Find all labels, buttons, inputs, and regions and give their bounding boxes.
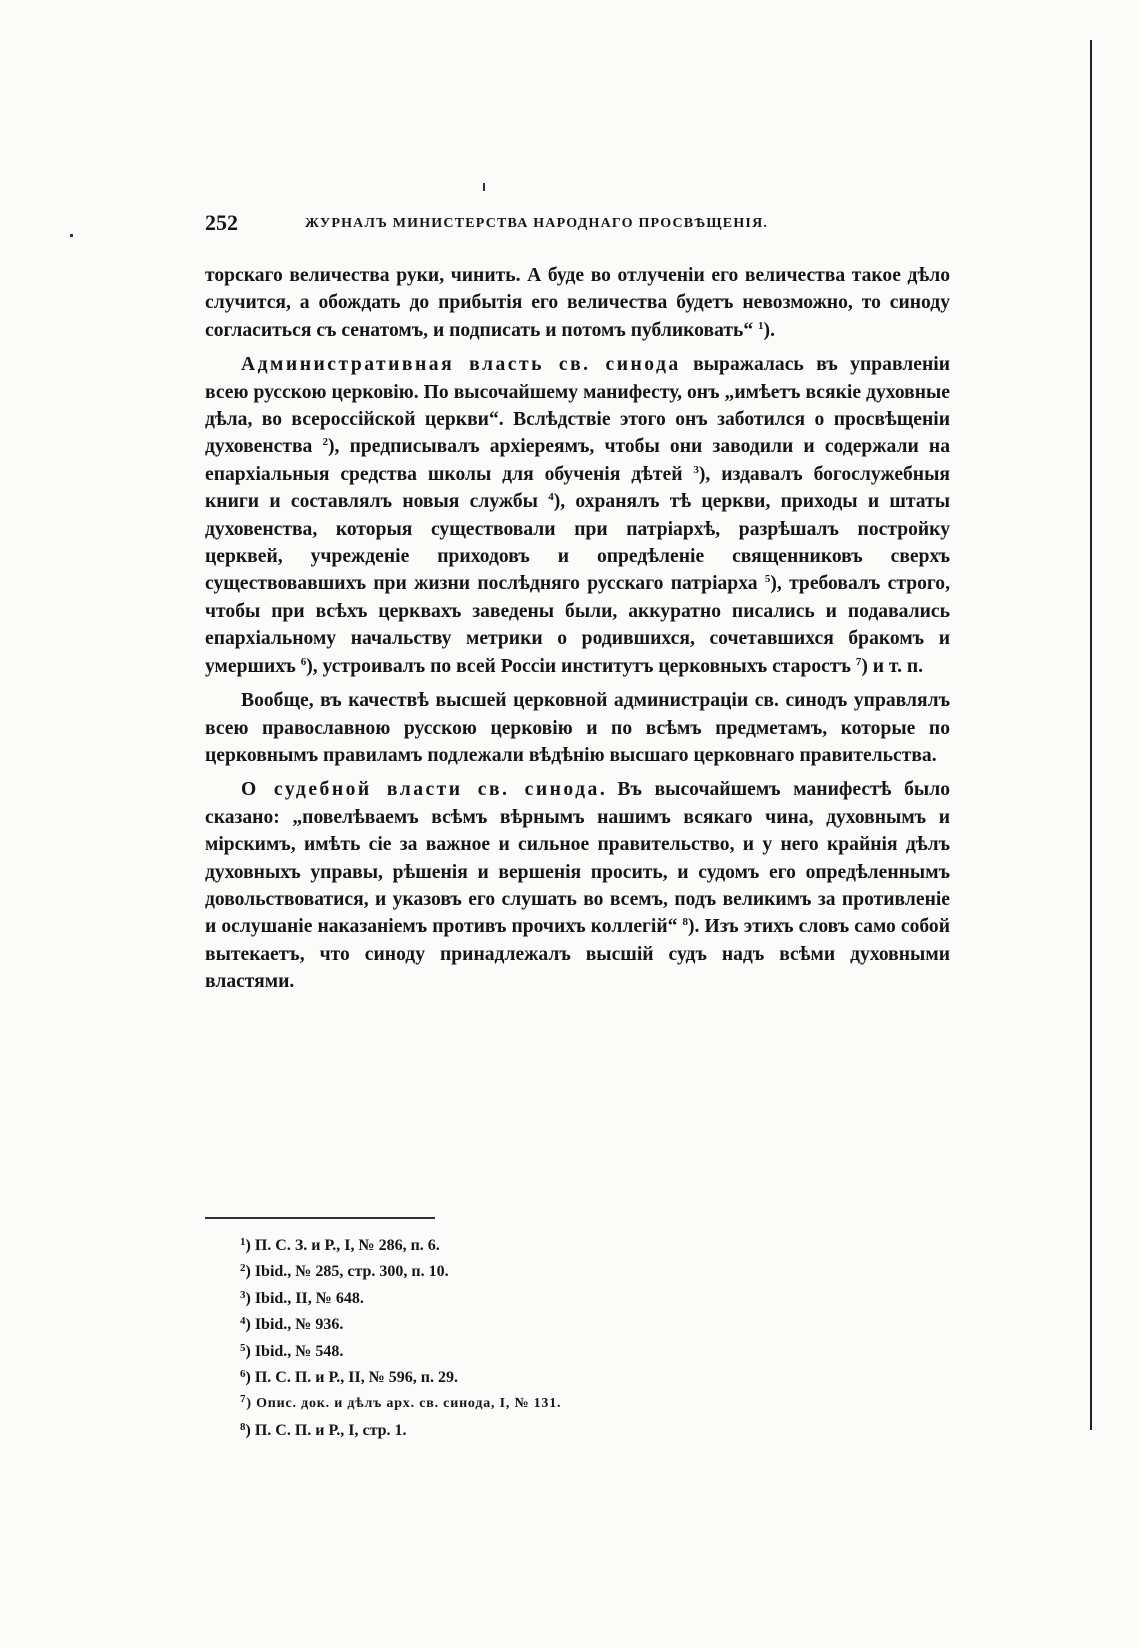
text-run: ). Изъ этихъ словъ само собой вытекаетъ, что синоду принадлежалъ высшій судъ надъ всѣми духовными властями. [205,916,950,993]
footnote [240,1286,940,1312]
footnote-ref: 2 [322,436,328,449]
footnote-text: ) П. С. З. и Р., I, № 286, п. 6. [245,1237,440,1254]
page-header [205,210,950,240]
footnote [240,1391,940,1417]
footnote-ref: 5 [764,573,771,586]
body-text [205,262,950,1003]
footnote [240,1339,940,1365]
footnote-ref: 8 [682,916,689,929]
page-number: 252 [205,210,238,235]
footnote-mark: 7 [240,1393,247,1406]
footnote-text: ) Ibid., № 285, стр. 300, п. 10. [245,1263,449,1281]
text-run: торскаго величества руки, чинить. А буде во отлученіи его величества такое дѣло случится, а обождать до прибытія его величества будетъ невозможно, то синоду согласиться съ сенатомъ, и подписать и потомъ публиковать“ [205,265,950,341]
footnote-mark: 4 [240,1315,246,1328]
scan-speck [483,183,485,191]
footnote-ref: 1 [758,319,764,332]
footnote-ref: 7 [855,655,862,668]
section-heading: О судебной власти св. синода [241,779,600,801]
footnote [240,1365,940,1391]
running-title: ЖУРНАЛЪ МИНИСТЕРСТВА НАРОДНАГО ПРОСВѢЩЕНІЯ. [305,216,769,231]
text-run: ), издавалъ богослужебныя книги и составлялъ новыя службы [205,463,950,513]
section-heading: Административная власть св. синода [241,354,681,376]
footnote-text: ) Ibid., II, № 648. [245,1289,364,1307]
paragraph-4 [205,776,950,995]
paragraph-3: Вообще, въ качествѣ высшей церковной администраціи св. синодъ управлялъ всею православною русскою церковію и по всѣмъ предметамъ, которые по церковнымъ правиламъ подлежали вѣдѣнію высшаго церковнаго правительства. [205,690,950,766]
text-run: ) и т. п. [861,655,924,677]
footnotes [240,1233,940,1444]
text-run: . Въ высочайшемъ манифестѣ было сказано: „повелѣваемъ всѣмъ вѣрнымъ нашимъ всякаго чина, духовнымъ и мірскимъ, имѣть сіе за важное и сильное правительство, и у него крайнія дѣлъ духовныхъ управы, рѣшенія и вершенія просить, и судомъ его опредѣленнымъ довольствоватися, и указовъ его слушать во всемъ, подъ великимъ за противленіе и ослушаніе наказаніемъ противъ прочихъ коллегій“ [205,779,950,938]
footnote-mark: 1 [240,1236,246,1248]
text-run: выражалась въ управленіи всею русскою церковію. По высочайшему манифесту, онъ „имѣетъ всякіе духовные дѣла, во всероссійской церкви“. Вслѣдствіе этого онъ заботился о просвѣщеніи духовенства [205,354,950,458]
footnote [240,1259,940,1285]
footnote-text: ) П. С. П. и Р., I, стр. 1. [245,1421,407,1439]
footnote [240,1233,940,1259]
text-run: ), требовалъ строго, чтобы при всѣхъ церквахъ заведены были, аккуратно писались и подавались епархіальному начальству метрики о родившихся, сочетавшихся бракомъ и умершихъ [205,573,950,677]
text-run: ), предписывалъ архіереямъ, чтобы они заводили и содержали на епархіальныя средства школы для обученія дѣтей [205,436,951,485]
footnote-mark: 8 [240,1420,246,1433]
footnote-mark: 2 [240,1262,246,1275]
text-run: ), устроивалъ по всей Россіи институтъ церковныхъ старостъ [306,655,856,677]
paragraph-1 [205,262,950,344]
footnote-text: ) Ibid., № 548. [245,1342,344,1360]
footnote-rule [205,1217,435,1219]
footnote-mark: 6 [240,1368,246,1381]
footnote-text: ) Ibid., № 936. [245,1316,344,1334]
footnote-ref: 4 [548,491,554,504]
page-edge-line [1090,40,1092,1430]
text-run: ), охранялъ тѣ церкви, приходы и штаты духовенства, которыя существовали при патріархѣ, разрѣшалъ постройку церквей, учрежденіе приходовъ и опредѣленіе священниковъ сверхъ существовавшихъ при жизни послѣдняго русскаго патріарха [205,491,951,595]
footnote-mark: 5 [240,1341,246,1354]
text-run: ). [763,319,775,341]
footnote [240,1312,940,1338]
footnote-mark: 3 [240,1288,246,1301]
scan-speck [70,234,73,237]
paragraph-2 [205,351,950,680]
footnote-ref: 3 [693,463,699,476]
footnote [240,1418,940,1444]
footnote-ref: 6 [300,655,307,668]
footnote-text: ) П. С. П. и Р., II, № 596, п. 29. [245,1369,459,1387]
footnote-text: ) Опис. док. и дѣлъ арх. св. синода, I, № 131. [246,1396,562,1412]
